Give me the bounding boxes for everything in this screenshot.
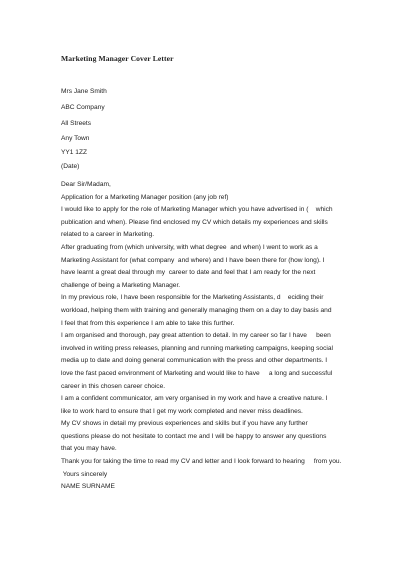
letter-date: (Date) — [61, 163, 80, 170]
subject-line: Application for a Marketing Manager position (any job ref) — [61, 193, 229, 201]
body-line: I am a confident communicator, am very organised in my work and have a creative nature. I — [61, 395, 328, 403]
body-line: challenge of being a Marketing Manager. — [61, 281, 181, 289]
letter-body — [61, 179, 357, 494]
body-line: After graduating from (which university, with what degree and when) I went to work as a — [61, 243, 318, 251]
body-line: that you may have. — [61, 445, 117, 453]
body-line: media up to date and doing general communication with the press and other departments. I — [61, 357, 328, 365]
recipient-name: Mrs Jane Smith — [61, 88, 107, 95]
body-line: My CV shows in detail my previous experiences and skills but if you have any further — [61, 420, 308, 428]
body-line: I am organised and thorough, pay great attention to detail. In my career so far I have been — [61, 332, 331, 340]
body-line: Marketing Assistant for (what company and where) and I have been there for (how long). I — [61, 256, 325, 264]
body-line: In my previous role, I have been responsible for the Marketing Assistants, d eciding their — [61, 294, 324, 302]
body-line: related to a career in Marketing. — [61, 231, 155, 239]
document-title: Marketing Manager Cover Letter — [61, 54, 174, 63]
body-line: I would like to apply for the role of Marketing Manager which you have advertised in ( which — [61, 206, 333, 214]
body-line: publication and when). Please find enclosed my CV which details my experiences and skills — [61, 218, 328, 226]
recipient-street: All Streets — [61, 120, 92, 127]
body-line: workload, helping them with training and generally managing them on a day to day basis and — [61, 306, 332, 314]
body-line: like to work hard to ensure that I get my work completed and never miss deadlines. — [61, 407, 303, 415]
body-line: career in this chosen career choice. — [61, 382, 166, 390]
body-line: have learnt a great deal through my career to date and feel that I am ready for the next — [61, 269, 316, 277]
recipient-postcode: YY1 1ZZ — [61, 149, 88, 156]
salutation: Dear Sir/Madam, — [61, 181, 111, 188]
body-line: Thank you for taking the time to read my CV and letter and I look forward to hearing from you. — [61, 458, 342, 466]
closing: Yours sincerely — [61, 470, 108, 478]
body-line: questions please do not hesitate to contact me and I will be happy to answer any questions — [61, 432, 327, 440]
signature-name: NAME SURNAME — [61, 483, 115, 491]
body-line: I feel that from this experience I am able to take this further. — [61, 319, 235, 327]
recipient-town: Any Town — [61, 135, 90, 142]
body-line: love the fast paced environment of Marketing and would like to have a long and successful — [61, 369, 333, 377]
recipient-company: ABC Company — [61, 104, 105, 111]
body-line: involved in writing press releases, planning and running marketing campaigns, keeping social — [61, 344, 333, 352]
